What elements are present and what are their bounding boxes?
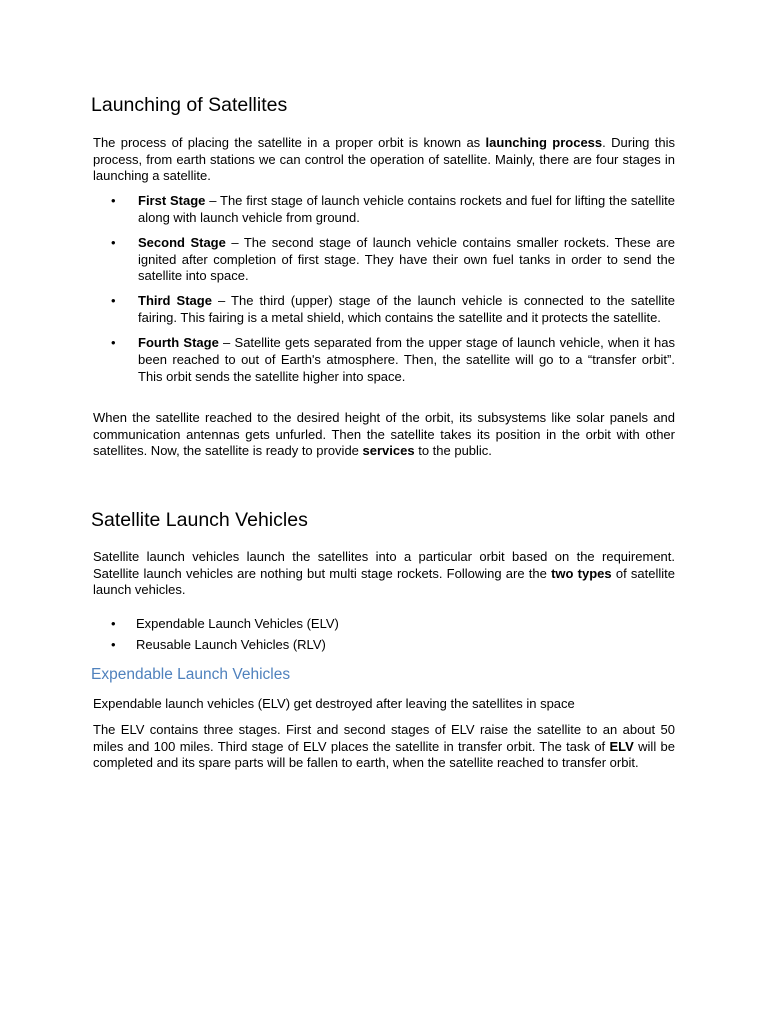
stage-title: Fourth Stage (138, 335, 219, 351)
paragraph-launching-intro (93, 135, 675, 185)
bold-term: two types (551, 565, 612, 581)
stage-description: – The second stage of launch vehicle contains smaller rockets. These are ignited after completion of first stage. They have their own fuel tanks in order to send the satellite into space. (138, 234, 676, 284)
text-run: The ELV contains three stages. First and second stages of ELV raise the satellite to an about 50 miles and 100 miles. Third stage of ELV places the satellite in transfer orbit. The task of (93, 722, 675, 754)
list-item-first-stage (93, 193, 675, 226)
list-item-second-stage (93, 235, 675, 285)
vehicle-type-label: Expendable Launch Vehicles (ELV) (136, 616, 339, 631)
bullet-icon: • (111, 335, 116, 351)
heading-launching-of-satellites: Launching of Satellites (91, 94, 288, 116)
list-item-rlv (93, 637, 675, 654)
vehicle-type-label: Reusable Launch Vehicles (RLV) (136, 637, 326, 652)
text-run: When the satellite reached to the desired height of the orbit, its subsystems like solar panels and communication antennas gets unfurled. Then the satellite takes its position in the orbit with other satellites. Now, the satellite is ready to provide (93, 410, 675, 459)
bold-term: services (362, 443, 415, 459)
bullet-icon: • (111, 616, 116, 631)
subheading-expendable-launch-vehicles: Expendable Launch Vehicles (91, 666, 291, 683)
stage-description: – The third (upper) stage of the launch vehicle is connected to the satellite fairing. This fairing is a metal shield, which contains the satellite and it protects the satellite. (138, 293, 675, 325)
text-run: will be completed and its spare parts will be fallen to earth, when the satellite reached to transfer orbit. (93, 738, 675, 771)
paragraph-elv-stages (93, 722, 675, 772)
text-run: . During this process, from earth stations we can control the operation of satellite. Mainly, there are four stages in launching a satellite. (93, 135, 675, 184)
stage-description: – The first stage of launch vehicle contains rockets and fuel for lifting the satellite along with launch vehicle from ground. (138, 193, 675, 225)
list-item-elv (93, 616, 675, 633)
bullet-icon: • (111, 193, 116, 208)
stage-title: Third Stage (138, 293, 212, 309)
paragraph-elv-definition: Expendable launch vehicles (ELV) get destroyed after leaving the satellites in space (93, 696, 575, 711)
bullet-icon: • (111, 293, 116, 309)
paragraph-launch-vehicles-intro (93, 549, 675, 599)
text-run: Satellite launch vehicles launch the satellites into a particular orbit based on the requirement. Satellite launch vehicles are nothing but multi stage rockets. Following are the (93, 549, 675, 581)
list-item-third-stage (93, 293, 675, 326)
stage-title: First Stage (138, 193, 206, 208)
bold-term: ELV (609, 738, 634, 754)
text-run: of satellite launch vehicles. (93, 565, 675, 598)
text-run: to the public. (414, 443, 492, 459)
bold-term: launching process (485, 135, 603, 150)
heading-satellite-launch-vehicles: Satellite Launch Vehicles (91, 509, 308, 531)
launch-vehicle-types-list (93, 616, 675, 658)
list-item-fourth-stage (93, 335, 675, 385)
paragraph-launching-closing (93, 410, 675, 460)
text-run: The process of placing the satellite in a proper orbit is known as (93, 135, 486, 150)
bullet-icon: • (111, 234, 116, 250)
launch-stages-list (93, 193, 675, 394)
bullet-icon: • (111, 637, 116, 652)
stage-title: Second Stage (138, 234, 226, 250)
stage-description: – Satellite gets separated from the upper stage of launch vehicle, when it has been reached to out of Earth's atmosphere. Then, the satellite will go to a “transfer orbit”. This orbit sends the satellite higher into space. (138, 335, 676, 384)
